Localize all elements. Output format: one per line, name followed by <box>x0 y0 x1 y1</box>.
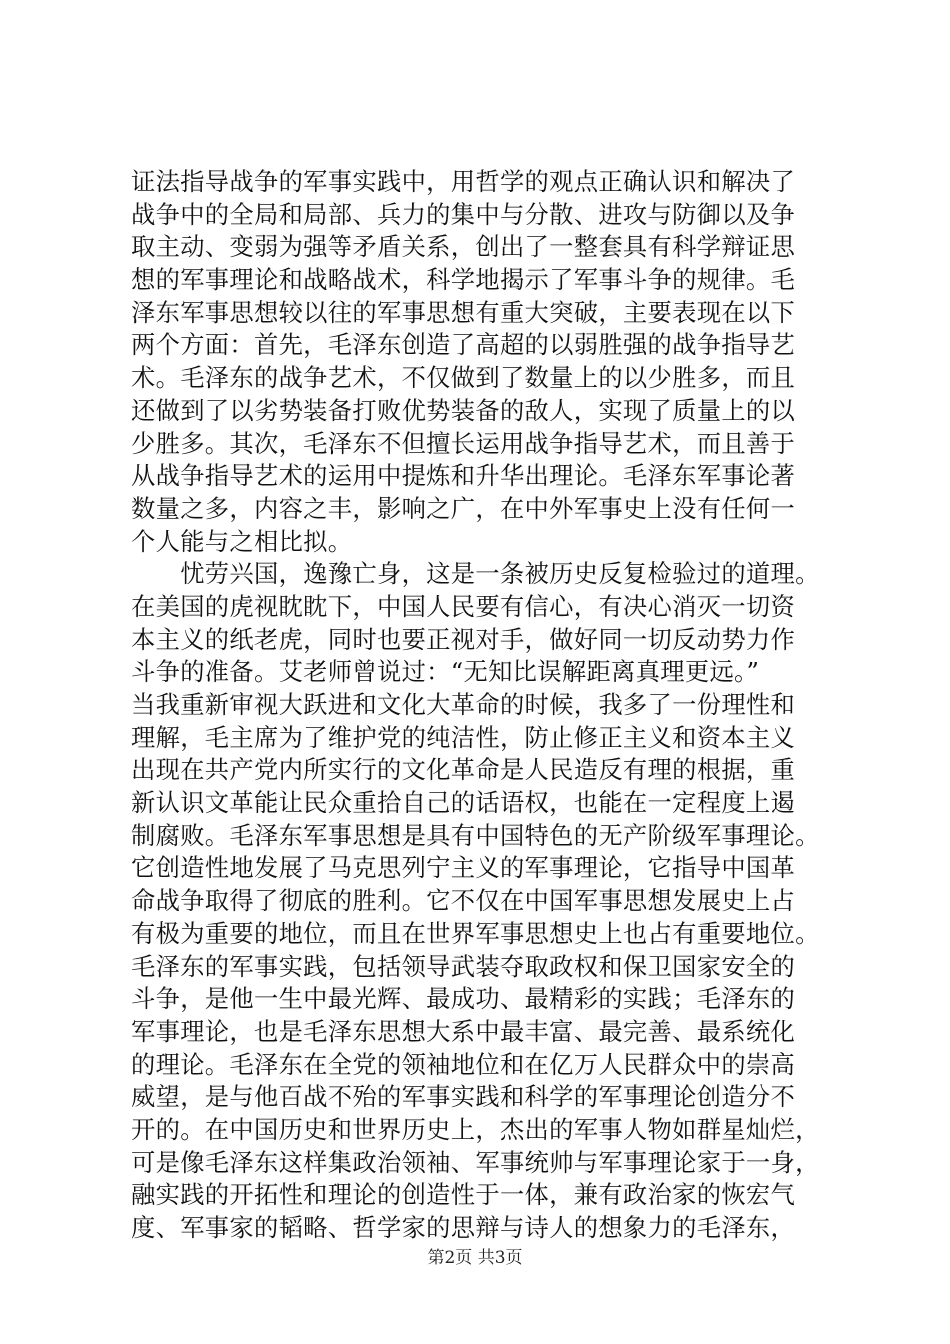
text-line: 两个方面：首先，毛泽东创造了高超的以弱胜强的战争指导艺 <box>131 330 796 360</box>
text-line: 术。毛泽东的战争艺术，不仅做到了数量上的以少胜多，而且 <box>131 363 796 393</box>
text-line: 理解，毛主席为了维护党的纯洁性，防止修正主义和资本主义 <box>131 722 796 752</box>
text-line: 新认识文革能让民众重拾自己的话语权，也能在一定程度上遏 <box>131 788 796 818</box>
text-line: 制腐败。毛泽东军事思想是具有中国特色的无产阶级军事理论。 <box>131 820 820 850</box>
text-line: 度、军事家的韬略、哲学家的思辩与诗人的想象力的毛泽东， <box>131 1213 796 1242</box>
text-line: 毛泽东的军事实践，包括领导武装夺取政权和保卫国家安全的 <box>131 951 796 981</box>
text-line: 它创造性地发展了马克思列宁主义的军事理论，它指导中国革 <box>131 853 796 883</box>
text-line: 威望，是与他百战不殆的军事实践和科学的军事理论创造分不 <box>131 1082 796 1112</box>
text-line: 数量之多，内容之丰，影响之广，在中外军事史上没有任何一 <box>131 493 796 523</box>
text-line: 泽东军事思想较以往的军事思想有重大突破，主要表现在以下 <box>131 297 796 327</box>
text-line: 取主动、变弱为强等矛盾关系，创出了一整套具有科学辩证思 <box>131 232 796 262</box>
text-line: 战争中的全局和局部、兵力的集中与分散、进攻与防御以及争 <box>131 199 796 229</box>
text-line: 想的军事理论和战略战术，科学地揭示了军事斗争的规律。毛 <box>131 265 796 295</box>
text-line: 在美国的虎视眈眈下，中国人民要有信心，有决心消灭一切资 <box>131 591 796 621</box>
text-line: 斗争的准备。艾老师曾说过：“无知比误解距离真理更远。” <box>131 657 760 687</box>
page-footer: 第2页 共3页 <box>427 1248 523 1268</box>
text-line: 个人能与之相比拟。 <box>131 526 353 556</box>
text-line: 证法指导战争的军事实践中，用哲学的观点正确认识和解决了 <box>131 167 796 196</box>
text-line: 少胜多。其次，毛泽东不但擅长运用战争指导艺术，而且善于 <box>131 428 796 458</box>
text-line: 军事理论，也是毛泽东思想大系中最丰富、最完善、最系统化 <box>131 1016 796 1046</box>
text-line: 从战争指导艺术的运用中提炼和升华出理论。毛泽东军事论著 <box>131 461 796 491</box>
text-line: 本主义的纸老虎，同时也要正视对手，做好同一切反动势力作 <box>131 624 796 654</box>
text-line: 出现在共产党内所实行的文化革命是人民造反有理的根据，重 <box>131 755 796 785</box>
text-line: 有极为重要的地位，而且在世界军事思想史上也占有重要地位。 <box>131 918 820 948</box>
text-line: 的理论。毛泽东在全党的领袖地位和在亿万人民群众中的崇高 <box>131 1049 796 1079</box>
document-body <box>131 166 831 1245</box>
text-line: 忧劳兴国，逸豫亡身，这是一条被历史反复检验过的道理。 <box>131 559 820 589</box>
text-line: 斗争，是他一生中最光辉、最成功、最精彩的实践；毛泽东的 <box>131 984 796 1014</box>
text-line: 命战争取得了彻底的胜利。它不仅在中国军事思想发展史上占 <box>131 886 796 916</box>
text-line: 可是像毛泽东这样集政治领袖、军事统帅与军事理论家于一身， <box>131 1147 820 1177</box>
text-line: 融实践的开拓性和理论的创造性于一体，兼有政治家的恢宏气 <box>131 1180 796 1210</box>
text-line: 当我重新审视大跃进和文化大革命的时候，我多了一份理性和 <box>131 690 796 719</box>
text-line: 还做到了以劣势装备打败优势装备的敌人，实现了质量上的以 <box>131 395 796 425</box>
text-line: 开的。在中国历史和世界历史上，杰出的军事人物如群星灿烂， <box>131 1114 820 1144</box>
